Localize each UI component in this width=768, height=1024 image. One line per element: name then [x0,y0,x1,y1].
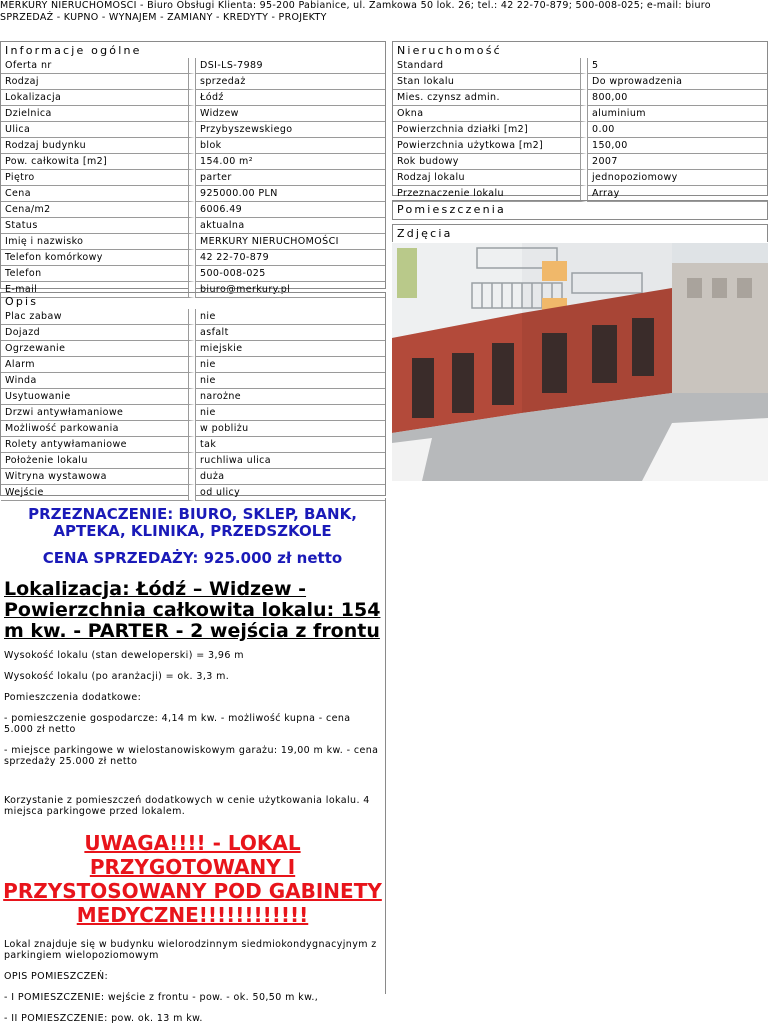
field-value: sprzedaż [195,74,385,90]
field-label: E-mail [1,282,195,298]
description-paragraph: Wysokość lokalu (po aranżacji) = ok. 3,3 m. [4,671,230,682]
page-header [0,0,768,24]
table-row [1,154,385,170]
opis-table [1,309,385,501]
table-row [1,266,385,282]
table-row [1,234,385,250]
table-row [1,186,385,202]
field-value: 2007 [587,154,767,170]
field-value: Przybyszewskiego [195,122,385,138]
table-row [1,421,385,437]
field-label: Położenie lokalu [1,453,195,469]
field-value: nie [195,357,385,373]
field-label: Telefon komórkowy [1,250,195,266]
photos-panel [392,224,768,242]
description-paragraph: OPIS POMIESZCZEŃ: [4,971,109,982]
table-row [1,437,385,453]
field-label: Winda [1,373,195,389]
table-row [1,218,385,234]
table-row [1,405,385,421]
field-label: Rodzaj budynku [1,138,195,154]
photos-title: Zdjęcia [397,227,453,240]
field-label: Imię i nazwisko [1,234,195,250]
field-label: Dzielnica [1,106,195,122]
field-label: Piętro [1,170,195,186]
field-label: Alarm [1,357,195,373]
field-value: 5 [587,58,767,74]
field-label: Rok budowy [393,154,587,170]
table-row [1,122,385,138]
description-paragraph: - I POMIESZCZENIE: wejście z frontu - pow. - ok. 50,50 m kw., [4,992,319,1003]
field-value: nie [195,309,385,325]
price-heading: CENA SPRZEDAŻY: 925.000 zł netto [42,549,343,567]
table-row [1,453,385,469]
field-label: Okna [393,106,587,122]
field-value: Array [587,186,767,202]
field-value: MERKURY NIERUCHOMOŚCI [195,234,385,250]
purpose-heading: PRZEZNACZENIE: BIURO, SKLEP, BANK, APTEKA, KLINIKA, PRZEDSZKOLE [28,505,357,540]
field-label: Powierzchnia użytkowa [m2] [393,138,587,154]
field-value: asfalt [195,325,385,341]
field-value: tak [195,437,385,453]
table-row [1,469,385,485]
field-value: Łódź [195,90,385,106]
table-row [1,106,385,122]
building-photo-image [392,243,768,481]
field-value: blok [195,138,385,154]
description-paragraph: - miejsce parkingowe w wielostanowiskowym garażu: 19,00 m kw. - cena sprzedaży 25.000 zł netto [4,745,379,767]
table-row [393,58,767,74]
table-row [1,389,385,405]
general-info-panel [0,41,386,295]
opis-title: Opis [5,295,39,308]
field-label: Rodzaj lokalu [393,170,587,186]
field-label: Oferta nr [1,58,195,74]
field-label: Standard [393,58,587,74]
field-label: Rodzaj [1,74,195,90]
field-label: Stan lokalu [393,74,587,90]
table-row [1,138,385,154]
table-row [393,154,767,170]
table-row [393,170,767,186]
table-row [1,325,385,341]
field-value: duża [195,469,385,485]
rooms-panel [392,200,768,220]
table-row [393,74,767,90]
field-label: Wejście [1,485,195,501]
general-info-table [1,58,385,298]
field-value: 925000.00 PLN [195,186,385,202]
field-label: Cena [1,186,195,202]
field-value: aluminium [587,106,767,122]
property-panel [392,41,768,199]
field-value: 42 22-70-879 [195,250,385,266]
field-value: jednopoziomowy [587,170,767,186]
field-label: Cena/m2 [1,202,195,218]
field-label: Usytuowanie [1,389,195,405]
field-value: aktualna [195,218,385,234]
field-value: DSI-LS-7989 [195,58,385,74]
description-paragraph: Korzystanie z pomieszczeń dodatkowych w cenie użytkowania lokalu. 4 miejsca parkingowe przed lokalem. [4,795,370,817]
field-label: Dojazd [1,325,195,341]
table-row [1,74,385,90]
field-value: biuro@merkury.pl [195,282,385,298]
table-row [1,202,385,218]
field-label: Mies. czynsz admin. [393,90,587,106]
description-paragraph: - II POMIESZCZENIE: pow. ok. 13 m kw. [4,1013,203,1024]
table-row [393,106,767,122]
field-label: Plac zabaw [1,309,195,325]
field-label: Rolety antywłamaniowe [1,437,195,453]
field-label: Ulica [1,122,195,138]
field-label: Powierzchnia działki [m2] [393,122,587,138]
field-value: w pobliżu [195,421,385,437]
agency-services-line: SPRZEDAŻ - KUPNO - WYNAJEM - ZAMIANY - KREDYTY - PROJEKTY [0,12,327,23]
field-value: miejskie [195,341,385,357]
field-label: Lokalizacja [1,90,195,106]
table-row [1,170,385,186]
field-value: 800,00 [587,90,767,106]
field-value: od ulicy [195,485,385,501]
field-label: Pow. całkowita [m2] [1,154,195,170]
field-value: parter [195,170,385,186]
table-row [1,90,385,106]
description-section [0,498,386,1024]
field-value: Do wprowadzenia [587,74,767,90]
property-photo[interactable] [392,243,768,481]
table-row [1,373,385,389]
field-label: Ogrzewanie [1,341,195,357]
field-label: Telefon [1,266,195,282]
table-row [1,250,385,266]
field-value: nie [195,405,385,421]
description-paragraph: Pomieszczenia dodatkowe: [4,692,142,703]
table-row [1,357,385,373]
field-label: Status [1,218,195,234]
field-value: 500-008-025 [195,266,385,282]
field-label: Możliwość parkowania [1,421,195,437]
agency-contact-line: MERKURY NIERUCHOMOŚCI - Biuro Obsługi Klienta: 95-200 Pabianice, ul. Zamkowa 50 lok. 26; tel.: 42 22-70-879; 500-008-025; e-mail: biuro [0,0,711,11]
table-row [1,309,385,325]
warning-heading: UWAGA!!!! - LOKAL PRZYGOTOWANY I PRZYSTOSOWANY POD GABINETY MEDYCZNE!!!!!!!!!!!! [3,831,382,927]
table-row [393,138,767,154]
field-label: Drzwi antywłamaniowe [1,405,195,421]
field-value: nie [195,373,385,389]
field-label: Witryna wystawowa [1,469,195,485]
table-row [1,58,385,74]
property-title: Nieruchomość [397,44,502,57]
general-info-title: Informacje ogólne [5,44,142,57]
field-label: Przeznaczenie lokalu [393,186,587,202]
description-paragraph: - pomieszczenie gospodarcze: 4,14 m kw. - możliwość kupna - cena 5.000 zł netto [4,713,351,735]
field-value: narożne [195,389,385,405]
field-value: 0.00 [587,122,767,138]
table-row [1,341,385,357]
description-paragraph: Lokal znajduje się w budynku wielorodzinnym siedmiokondygnacyjnym z parkingiem wielopoziomowym [4,939,377,961]
field-value: 154.00 m² [195,154,385,170]
description-paragraph: Wysokość lokalu (stan deweloperski) = 3,96 m [4,650,244,661]
field-value: Widzew [195,106,385,122]
field-value: 150,00 [587,138,767,154]
location-headline: Lokalizacja: Łódź – Widzew - Powierzchnia całkowita lokalu: 154 m kw. - PARTER - 2 wejścia z frontu [4,578,381,642]
field-value: ruchliwa ulica [195,453,385,469]
table-row [393,122,767,138]
field-value: 6006.49 [195,202,385,218]
table-row [393,90,767,106]
property-table [393,58,767,202]
rooms-title: Pomieszczenia [397,203,506,216]
opis-panel [0,292,386,496]
